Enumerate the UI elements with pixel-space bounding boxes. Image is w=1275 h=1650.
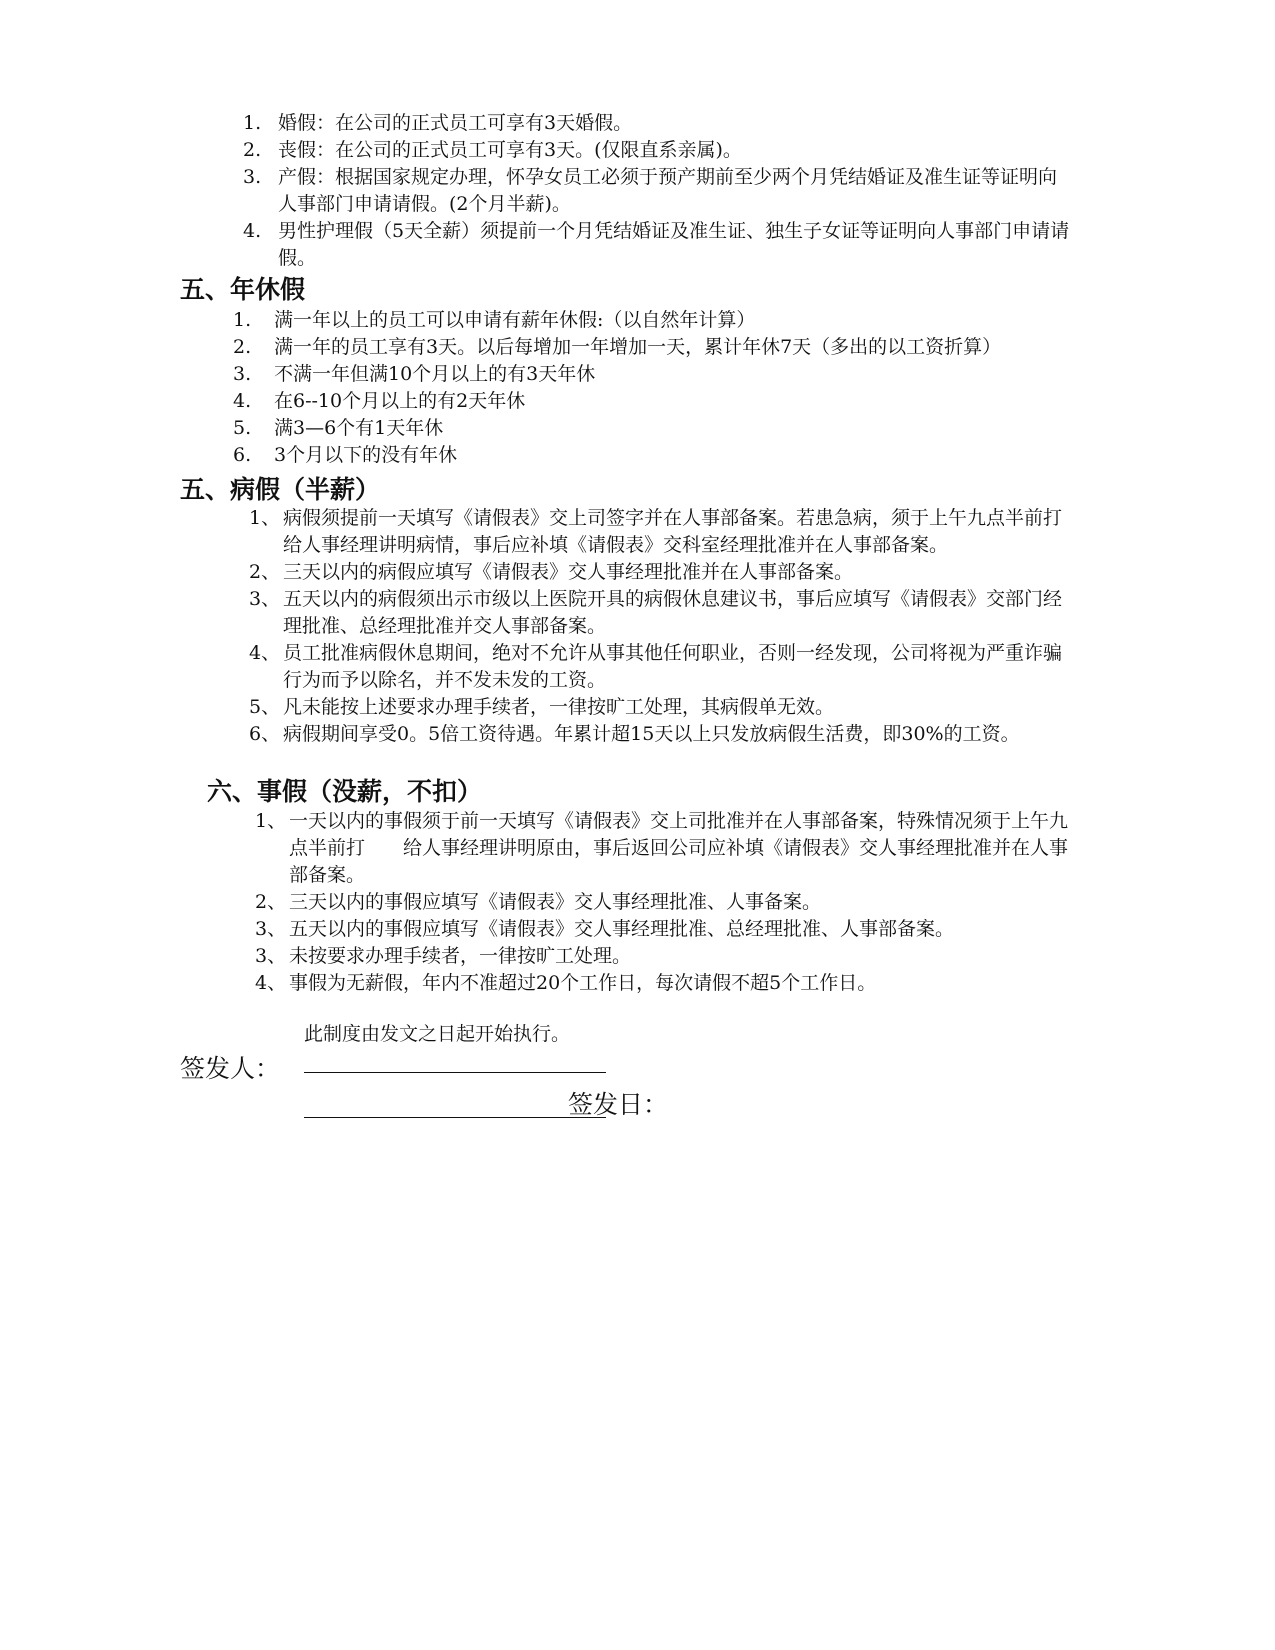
item-text: 一天以内的事假须于前一天填写《请假表》交上司批准并在人事部备案，特殊情况须于上午九点半前打 给人事经理讲明原由，事后返回公司应补填《请假表》交人事经理批准并在人事部备案。 xyxy=(289,810,1069,886)
item-number: 3、 xyxy=(255,918,287,940)
item-text: 在6--10个月以上的有2天年休 xyxy=(274,390,526,412)
list-item xyxy=(249,694,1073,721)
item-number: 5. xyxy=(233,417,252,439)
item-number: 4、 xyxy=(249,642,281,664)
list-item xyxy=(255,943,1073,970)
item-text: 未按要求办理手续者，一律按旷工处理。 xyxy=(289,945,632,967)
item-number: 1. xyxy=(233,309,252,331)
item-text: 满3—6个有1天年休 xyxy=(274,417,444,439)
list-item xyxy=(255,808,1073,889)
list-item xyxy=(233,388,1073,415)
item-number: 2. xyxy=(243,139,262,161)
item-text: 婚假：在公司的正式员工可享有3天婚假。 xyxy=(278,112,633,134)
annual-leave-heading: 五、年休假 xyxy=(180,275,306,304)
item-number: 1、 xyxy=(249,507,281,529)
item-text: 三天以内的事假应填写《请假表》交人事经理批准、人事备案。 xyxy=(289,891,822,913)
list-item xyxy=(249,721,1073,748)
list-item xyxy=(249,586,1073,640)
item-number: 1、 xyxy=(255,810,287,832)
item-text: 满一年以上的员工可以申请有薪年休假:（以自然年计算） xyxy=(274,309,756,331)
signer-line xyxy=(304,1072,606,1073)
list-item xyxy=(249,505,1101,559)
list-item xyxy=(255,889,1073,916)
list-item xyxy=(255,970,1073,997)
item-text: 事假为无薪假，年内不准超过20个工作日，每次请假不超5个工作日。 xyxy=(289,972,877,994)
list-item xyxy=(233,415,1073,442)
item-number: 1. xyxy=(243,112,262,134)
item-text: 男性护理假（5天全薪）须提前一个月凭结婚证及准生证、独生子女证等证明向人事部门申请请假。 xyxy=(278,220,1070,269)
item-number: 4、 xyxy=(255,972,287,994)
leave-types-list xyxy=(243,110,1073,272)
list-item xyxy=(233,361,1073,388)
list-item xyxy=(249,640,1073,694)
personal-leave-list xyxy=(255,808,1073,997)
item-text: 满一年的员工享有3天。以后每增加一年增加一天，累计年休7天（多出的以工资折算） xyxy=(274,336,1002,358)
item-number: 3、 xyxy=(255,945,287,967)
item-text: 三天以内的病假应填写《请假表》交人事经理批准并在人事部备案。 xyxy=(283,561,854,583)
list-item xyxy=(233,334,1073,361)
list-item xyxy=(243,164,1073,218)
list-item xyxy=(243,137,1073,164)
list-item xyxy=(249,559,1073,586)
annual-leave-list xyxy=(233,307,1073,469)
item-text: 丧假：在公司的正式员工可享有3天。(仅限直系亲属)。 xyxy=(278,139,742,161)
item-text: 五天以内的病假须出示市级以上医院开具的病假休息建议书，事后应填写《请假表》交部门经理批准、总经理批准并交人事部备案。 xyxy=(283,588,1063,637)
list-item xyxy=(243,110,1073,137)
item-number: 3、 xyxy=(249,588,281,610)
item-number: 4. xyxy=(243,220,262,242)
item-text: 员工批准病假休息期间，绝对不允许从事其他任何职业，否则一经发现，公司将视为严重诈骗行为而予以除名，并不发未发的工资。 xyxy=(283,642,1063,691)
date-line xyxy=(304,1117,606,1118)
item-number: 3. xyxy=(243,166,262,188)
item-text: 不满一年但满10个月以上的有3天年休 xyxy=(274,363,596,385)
list-item xyxy=(243,218,1073,272)
list-item xyxy=(255,916,1073,943)
item-number: 2、 xyxy=(249,561,281,583)
item-text: 产假：根据国家规定办理，怀孕女员工必须于预产期前至少两个月凭结婚证及准生证等证明向人事部门申请请假。(2个月半薪)。 xyxy=(278,166,1058,215)
item-text: 五天以内的事假应填写《请假表》交人事经理批准、总经理批准、人事部备案。 xyxy=(289,918,955,940)
date-label: 签发日： xyxy=(568,1090,669,1119)
list-item xyxy=(233,307,1073,334)
item-text: 病假须提前一天填写《请假表》交上司签字并在人事部备案。若患急病，须于上午九点半前打 给人事经理讲明病情，事后应补填《请假表》交科室经理批准并在人事部备案。 xyxy=(283,507,1101,556)
item-number: 2. xyxy=(233,336,252,358)
item-text: 病假期间享受0。5倍工资待遇。年累计超15天以上只发放病假生活费，即30%的工资。 xyxy=(283,723,1020,745)
sick-leave-heading: 五、病假（半薪） xyxy=(180,475,381,504)
item-number: 6. xyxy=(233,444,252,466)
item-number: 3. xyxy=(233,363,252,385)
item-number: 2、 xyxy=(255,891,287,913)
list-item xyxy=(233,442,1073,469)
item-number: 4. xyxy=(233,390,252,412)
signer-label: 签发人： xyxy=(180,1054,281,1083)
item-text: 3个月以下的没有年休 xyxy=(274,444,458,466)
closing-statement: 此制度由发文之日起开始执行。 xyxy=(304,1023,571,1045)
personal-leave-heading: 六、事假（没薪，不扣） xyxy=(207,777,483,806)
item-text: 凡未能按上述要求办理手续者，一律按旷工处理，其病假单无效。 xyxy=(283,696,835,718)
item-number: 6、 xyxy=(249,723,281,745)
sick-leave-list xyxy=(249,505,1101,748)
item-number: 5、 xyxy=(249,696,281,718)
